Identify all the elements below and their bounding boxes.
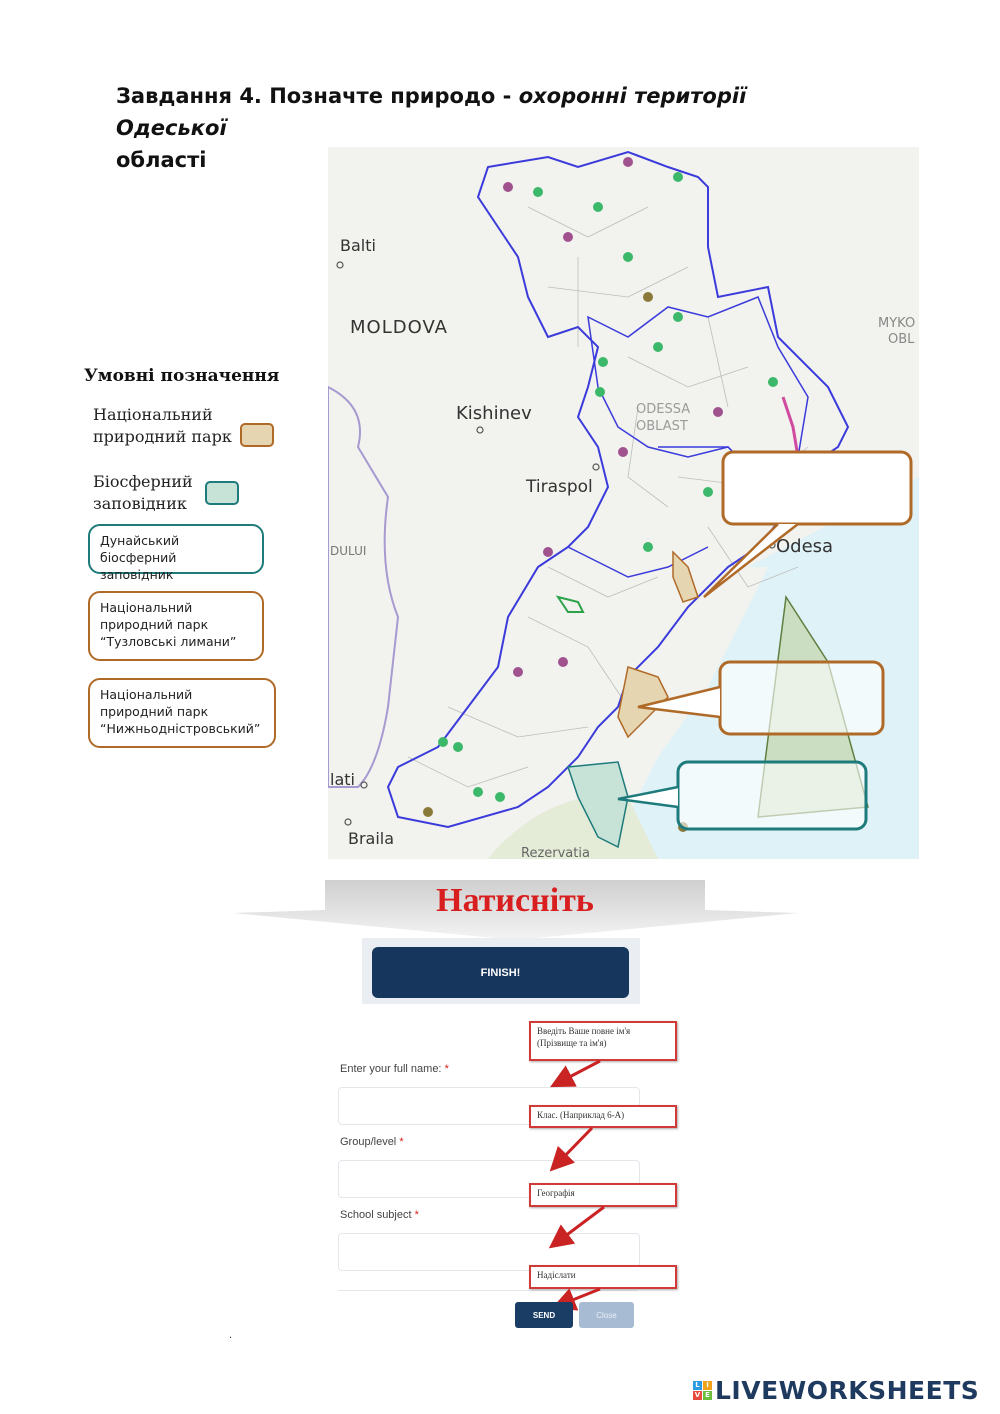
draggable-label-tuzly[interactable]	[88, 591, 264, 661]
label-balti: Balti	[340, 236, 376, 255]
form-divider	[338, 1290, 638, 1292]
legend-bio-label	[93, 471, 193, 515]
send-button[interactable]: SEND	[515, 1302, 573, 1328]
answer-box-tuzly-top[interactable]	[723, 452, 911, 524]
legend-park-label	[93, 404, 232, 448]
subject-label-text: School subject	[340, 1209, 412, 1221]
logo-letter: L	[693, 1381, 702, 1390]
label-tuzly-line3: “Тузловські лимани”	[100, 634, 237, 649]
label-odesa: Odesa	[776, 536, 834, 557]
task-title-italic: охоронні території Одеської	[116, 84, 747, 140]
liveworksheets-logo-icon	[693, 1381, 712, 1400]
label-tuzly-line1: Національний	[100, 600, 193, 615]
group-label	[340, 1136, 404, 1148]
draggable-label-dniester[interactable]	[88, 678, 276, 748]
legend-park-line2: природний парк	[93, 427, 232, 446]
label-dniester-line2: природний парк	[100, 704, 209, 719]
name-label-text: Enter your full name:	[340, 1063, 442, 1075]
label-dniester-line3: “Нижньодністровський”	[100, 721, 261, 736]
legend-park-line1: Національний	[93, 405, 213, 424]
label-rezervatia: Rezervatia	[521, 846, 590, 859]
required-mark: *	[444, 1063, 449, 1075]
label-myko-2: OBL	[888, 332, 915, 347]
legend-bio-line2: заповідник	[93, 494, 187, 513]
label-danube-line1: Дунайський	[100, 533, 180, 548]
label-braila: Braila	[348, 829, 395, 848]
answer-box-danube[interactable]	[678, 762, 866, 829]
answer-box-dniester[interactable]	[720, 662, 883, 734]
label-kishinev: Kishinev	[456, 403, 532, 424]
label-moldova: MOLDOVA	[350, 317, 448, 338]
brand-text: LIVEWORKSHEETS	[715, 1376, 980, 1405]
draggable-label-danube[interactable]	[88, 524, 264, 582]
label-tiraspol: Tiraspol	[526, 477, 593, 497]
logo-letter: E	[703, 1391, 712, 1400]
label-odesa-oblast-2: OBLAST	[636, 419, 688, 434]
label-danube-line2: біосферний заповідник	[100, 550, 177, 582]
note-subject: Географія	[529, 1183, 677, 1207]
legend-park-swatch	[240, 423, 274, 447]
note-send: Надіслати	[529, 1265, 677, 1289]
label-myko-1: MYKO	[878, 316, 916, 331]
legend-heading: Умовні позначення	[84, 366, 280, 386]
task-title-line2: області	[116, 148, 207, 172]
label-dului: DULUI	[330, 544, 367, 558]
close-button[interactable]: Close	[579, 1302, 634, 1328]
label-lati: lati	[330, 770, 355, 789]
note-name: Введіть Ваше повне ім'я (Прізвище та ім'я)	[529, 1021, 677, 1061]
task-title-prefix: Завдання 4. Позначте природо -	[116, 84, 519, 108]
legend-bio-line1: Біосферний	[93, 472, 193, 491]
label-tuzly-line2: природний парк	[100, 617, 209, 632]
name-label	[340, 1063, 449, 1075]
note-group: Клас. (Наприклад 6-А)	[529, 1105, 677, 1128]
label-dniester-line1: Національний	[100, 687, 193, 702]
logo-letter: I	[703, 1381, 712, 1390]
logo-letter: V	[694, 1391, 701, 1399]
odesa-oblast-map	[328, 147, 919, 859]
group-label-text: Group/level	[340, 1136, 397, 1148]
subject-label	[340, 1209, 419, 1221]
banner-text: Натисніть	[436, 882, 594, 919]
required-mark: *	[414, 1209, 419, 1221]
required-mark: *	[399, 1136, 404, 1148]
stray-dot: .	[229, 1330, 233, 1341]
liveworksheets-brand	[693, 1376, 979, 1405]
legend-bio-swatch	[205, 481, 239, 505]
label-odesa-oblast-1: ODESSA	[636, 402, 691, 417]
finish-button[interactable]: FINISH!	[372, 947, 629, 998]
